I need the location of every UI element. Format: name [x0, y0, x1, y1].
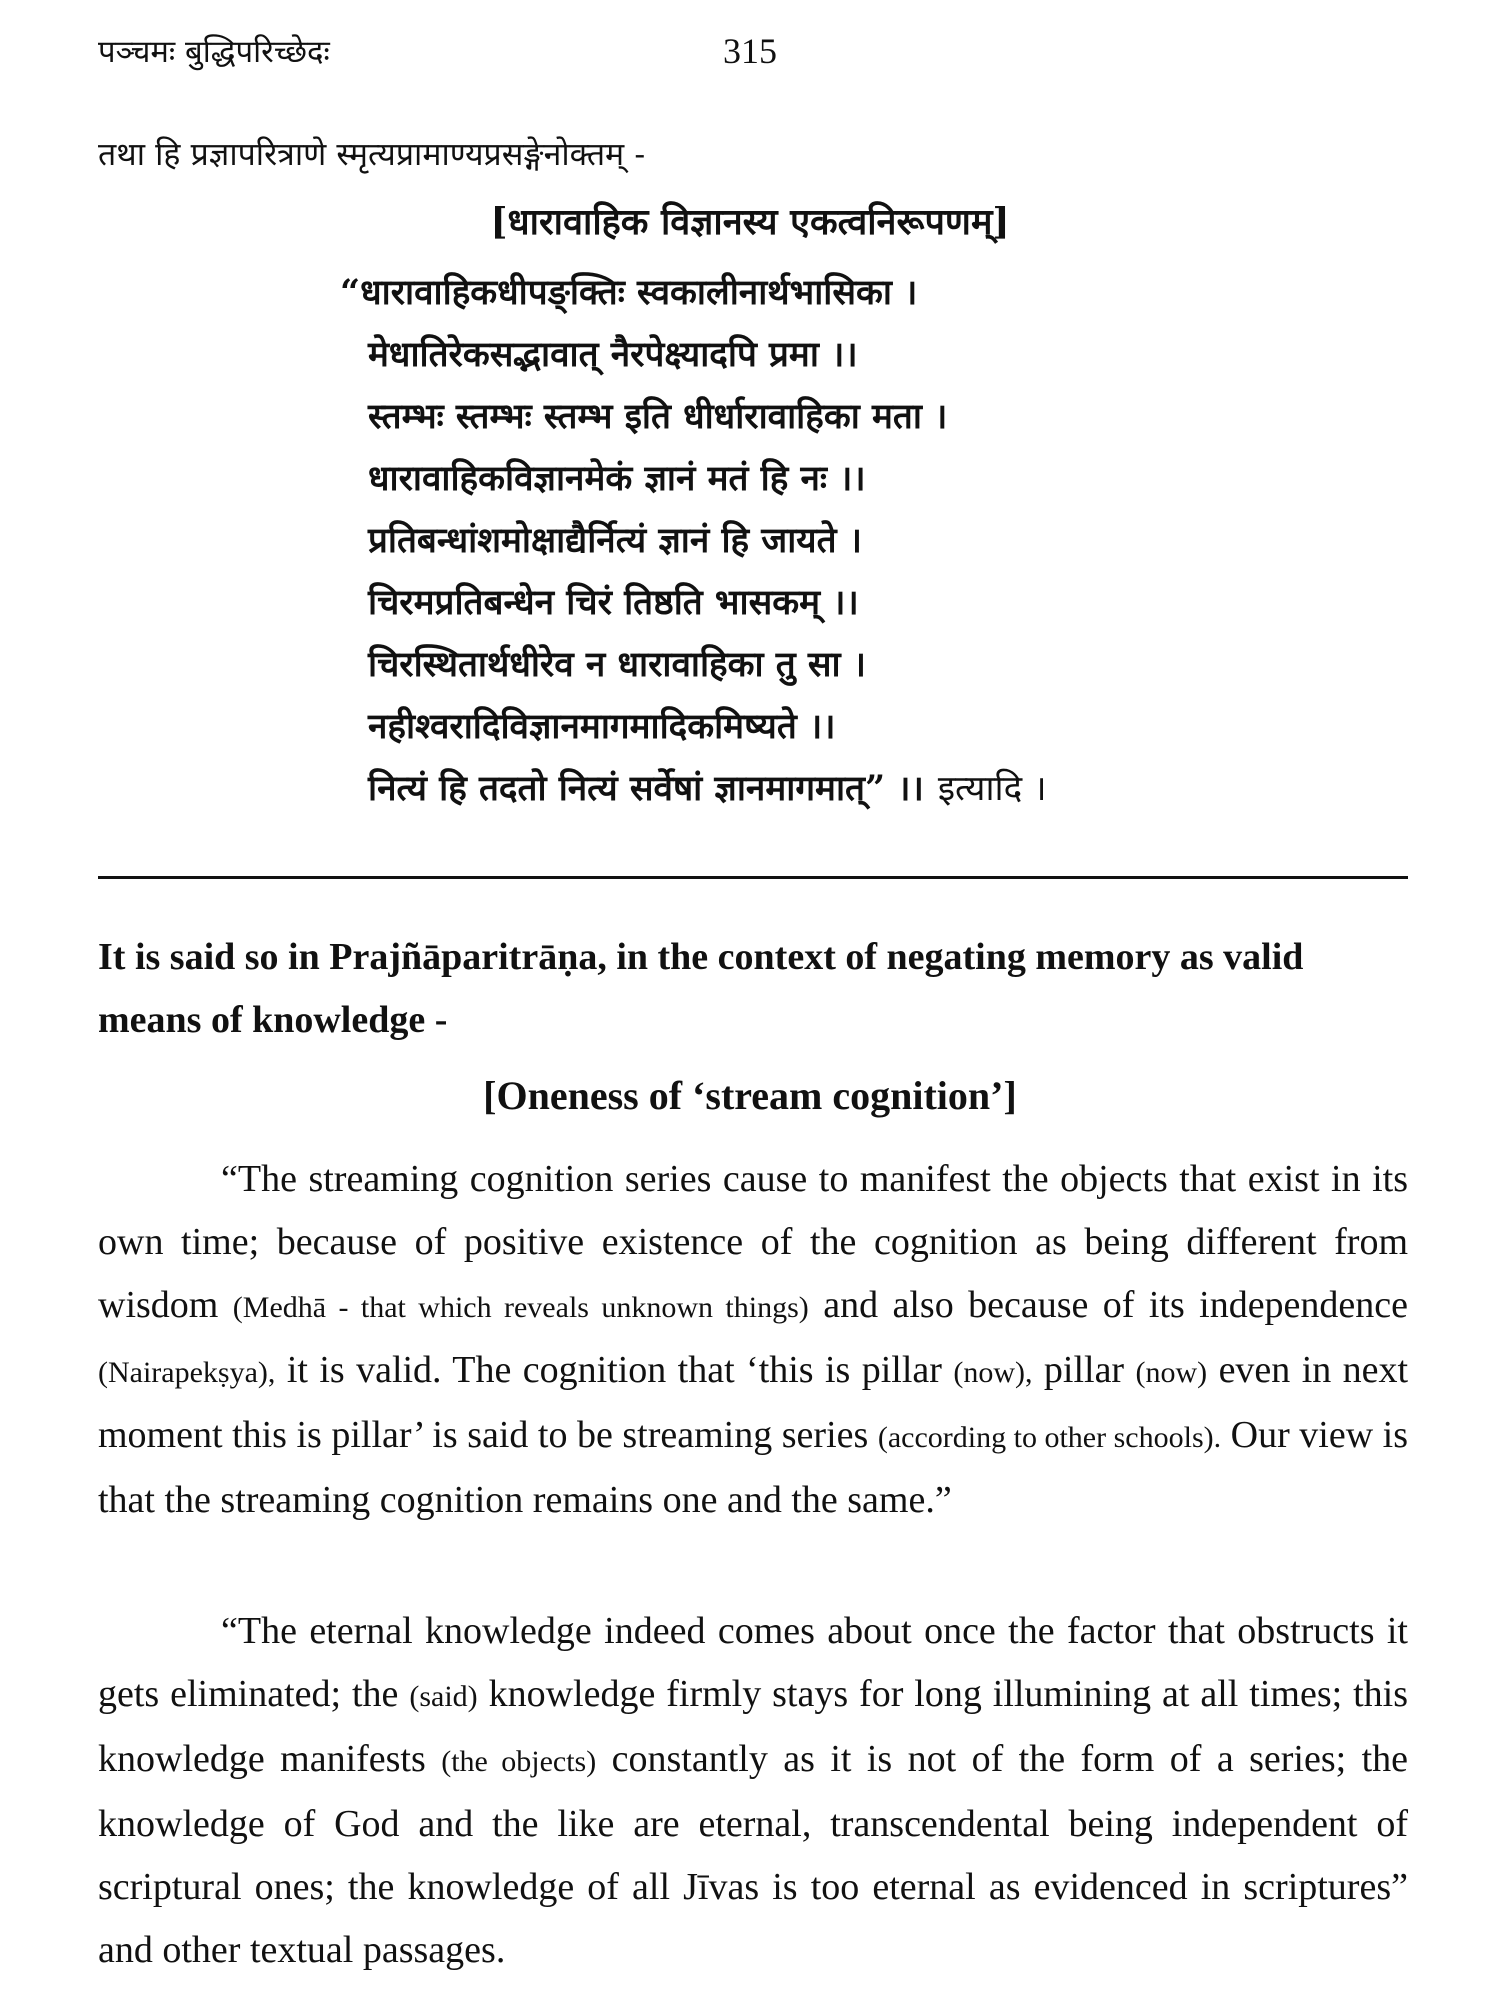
- verse-line-1: “धारावाहिकधीपङ्क्तिः स्वकालीनार्थभासिका ।: [340, 272, 918, 313]
- p2-s3: constantly as it is not of the form of a series; the knowledge of God and the like are eternal, transcendental being independent of scriptural ones; the knowledge of all Jīvas is too eternal as evidenced in scriptures” and other textual passages.: [98, 1738, 1409, 1971]
- verse-line-5: प्रतिबन्धांशमोक्षाद्यैर्नित्यं ज्ञानं हि जायते ।: [368, 520, 863, 561]
- running-title: पञ्चमः बुद्धिपरिच्छेदः: [98, 34, 330, 70]
- p1-s1: “The streaming cognition series cause to manifest the objects that exist in its own time; because of positive existence of the cognition as being different from wisdom: [98, 1158, 1408, 1326]
- p2-note-objects: (the objects): [441, 1745, 597, 1778]
- p1-note-medha: (Medhā - that which reveals unknown things): [232, 1291, 809, 1324]
- verse-line-3: स्तम्भः स्तम्भः स्तम्भ इति धीर्धारावाहिका मता ।: [368, 396, 948, 437]
- p1-s2: and also because of its independence: [823, 1284, 1409, 1326]
- p1-s3: it is valid. The cognition that ‘this is pillar: [286, 1349, 942, 1391]
- p1-note-nairapeksya: (Nairapekṣya),: [98, 1356, 276, 1389]
- english-intro: It is said so in Prajñāparitrāṇa, in the context of negating memory as valid means of knowledge -: [98, 936, 1304, 1041]
- running-head: [98, 30, 1402, 80]
- p1-s4: pillar: [1043, 1349, 1125, 1391]
- verse-line-9: [340, 758, 1047, 820]
- verse-line-4: धारावाहिकविज्ञानमेकं ज्ञानं मतं हि नः ।।: [368, 458, 866, 499]
- english-heading: [Oneness of ‘stream cognition’]: [483, 1073, 1017, 1118]
- section-divider: [98, 876, 1408, 879]
- p1-note-now-1: (now),: [953, 1356, 1033, 1389]
- paragraph-1: [98, 1148, 1408, 1532]
- verse-line-8: नहीश्वरादिविज्ञानमागमादिकमिष्यते ।।: [368, 706, 836, 747]
- sanskrit-heading: [धारावाहिक विज्ञानस्य एकत्वनिरूपणम्]: [490, 201, 1010, 243]
- p1-note-now-2: (now): [1135, 1356, 1208, 1389]
- p2-note-said: (said): [409, 1680, 478, 1713]
- paragraph-2: [98, 1600, 1408, 1982]
- verse-line-2: मेधातिरेकसद्भावात् नैरपेक्ष्यादपि प्रमा ।।: [368, 334, 858, 375]
- p1-s6: Our view is that the streaming cognition remains one and the same.”: [98, 1414, 1409, 1521]
- sanskrit-intro: तथा हि प्रज्ञापरित्राणे स्मृत्यप्रामाण्यप्रसङ्गेनोक्तम् -: [98, 135, 646, 173]
- p1-note-schools: (according to other schools).: [877, 1421, 1222, 1454]
- page-number: 315: [723, 31, 777, 71]
- verse-line-6: चिरमप्रतिबन्धेन चिरं तिष्ठति भासकम् ।।: [368, 582, 859, 623]
- p2-s1: “The eternal knowledge indeed comes about once the factor that obstructs it gets eliminated; the: [98, 1610, 1408, 1715]
- sanskrit-verses: [340, 262, 1047, 820]
- p2-s2: knowledge firmly stays for long illumining at all times; this knowledge manifests: [98, 1673, 1408, 1780]
- verse-line-7: चिरस्थितार्थधीरेव न धारावाहिका तु सा ।: [368, 644, 867, 685]
- verse-tail-ityadi: इत्यादि ।: [937, 769, 1047, 809]
- verse-line-9-text: नित्यं हि तदतो नित्यं सर्वेषां ज्ञानमागमात्” ।।: [368, 768, 924, 809]
- p1-s5: even in next moment this is pillar’ is said to be streaming series: [98, 1349, 1409, 1456]
